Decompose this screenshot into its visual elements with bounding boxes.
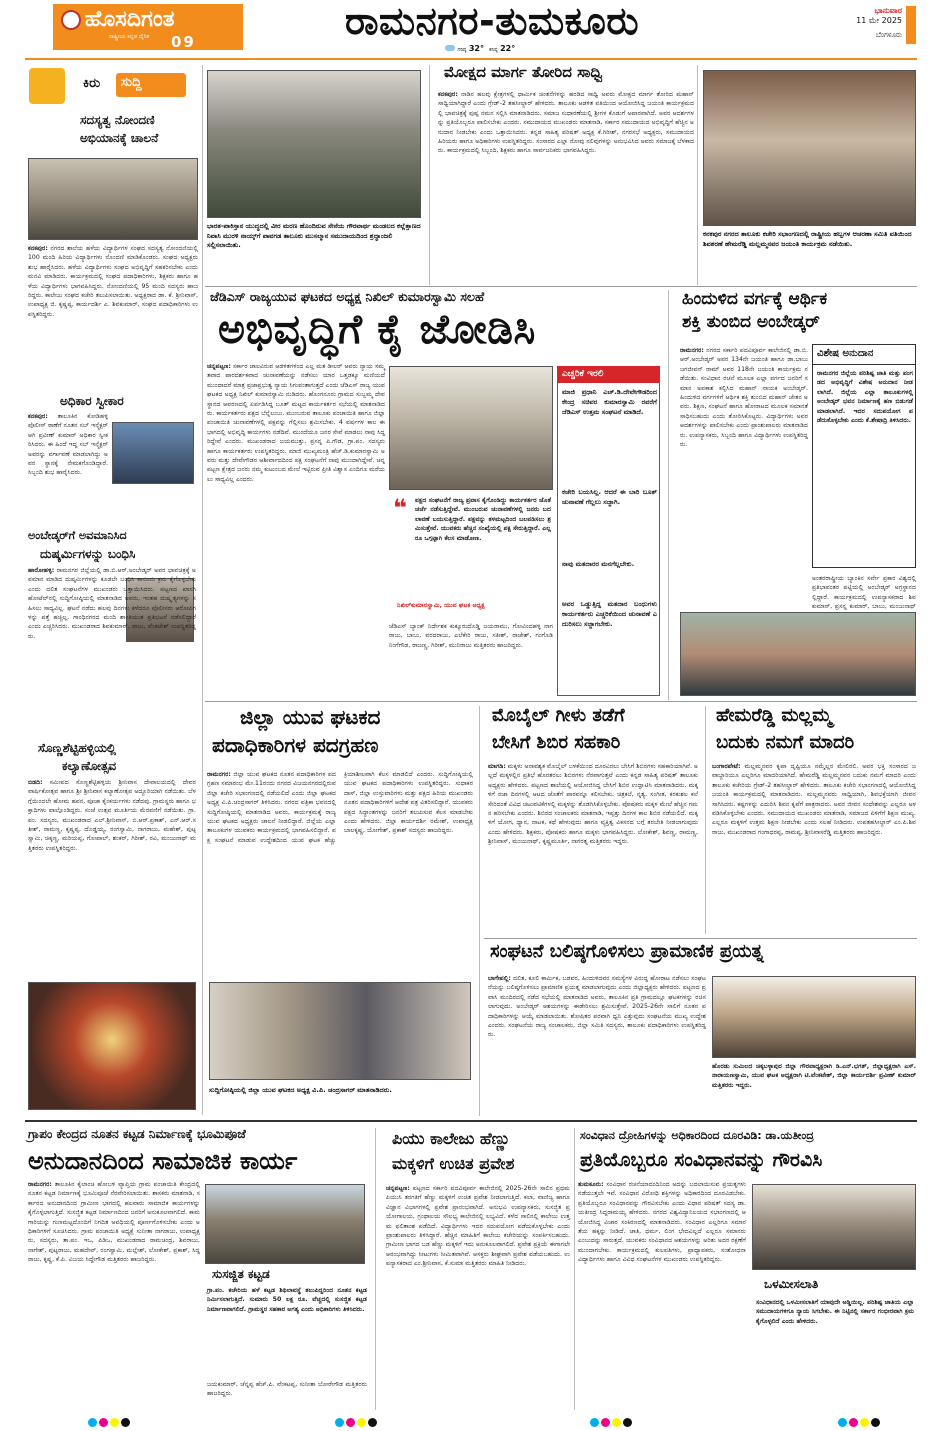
grama-tail: ಜಯಕುಮಾರ್, ಚೆನ್ನಪ್ಪ ಹೆಚ್.ಪಿ. ವೆಂಕಟಪ್ಪ, ಸುನೀತಾ ಬೋರೇಗೌಡ ಮತ್ತಿತರರು ಹಾಜರಿದ್ದರು.: [207, 1381, 367, 1398]
kiru-s3-body: ರಾಮನಗರ ಜಿಲ್ಲೆಯಲ್ಲಿ ಡಾ.ಬಿ.ಆರ್.ಅಂಬೇಡ್ಕರ್ ಅವರ ಭಾವಚಿತ್ರಕ್ಕೆ ಅವಮಾನ ಮಾಡಿದ ದುಷ್ಕರ್ಮಿಗಳನ್ನು ಕೂಡಲೇ ಬಂಧಿಸಿ ಕಾನೂನು ಕ್ರಮ ಕೈಗೊಳ್ಳಬೇಕು ಎಂದು ದಲಿತ ಸಂಘಟನೆಗಳ ಮುಖಂಡರು ಒತ್ತಾಯಿಸಿದರು. ಪಟ್ಟಣದ ಖಾಸಗಿ ಹೋಟೆಲ್‌ನಲ್ಲಿ ಸುದ್ದಿಗೋಷ್ಠಿಯಲ್ಲಿ ಮಾತನಾಡಿದ ಅವರು, ಇಂತಹ ದುಷ್ಕೃತ್ಯಗಳನ್ನು ಸಹಿಸಲು ಸಾಧ್ಯವಿಲ್ಲ. ಘಟನೆ ನಡೆದು ಹಲವು ದಿನಗಳು ಕಳೆದರೂ ಪೊಲೀಸರು ಆರೋಪಿಗಳನ್ನು ಪತ್ತೆ ಹಚ್ಚಿಲ್ಲ. ಗಾಂಧಿನಗರದ ಮಂದಿ ಶಾಂತಿಯುತ ಪ್ರತಿಭಟನೆ ನಡೆಸಲಿದ್ದಾರೆ ಎಂದು ಎಚ್ಚರಿಸಿದರು. ಮುಖಂಡರಾದ ಶಿವಕುಮಾರ್, ರಾಜು, ವೆಂಕಟೇಶ್ ಉಪಸ್ಥಿತರಿದ್ದರು.: [28, 567, 196, 640]
top-c3-caption: ಕನಕಪುರ ನಗರದ ತಾಲೂಕು ಕಚೇರಿ ಸಭಾಂಗಣದಲ್ಲಿ ರಾಷ್ಟ್ರೀಯ ಹಬ್ಬಗಳ ಆಚರಣಾ ಸಮಿತಿ ವತಿಯಿಂದ ಶಿವಶರಣೆ ಹೇಮರೆಡ್ಡಿ ಮಲ್ಲಮ್ಮನವರ ಜಯಂತಿ ಕಾರ್ಯಕ್ರಮ ನಡೆಯಿತು.: [703, 230, 912, 248]
magenta-dot-icon: [849, 1418, 858, 1427]
constitution-story: [578, 1180, 746, 1410]
kiru-badge: [25, 65, 190, 107]
cyan-dot-icon: [838, 1418, 847, 1427]
lead-place: ಚನ್ನಪಟ್ಟಣ:: [207, 363, 231, 370]
city: ಬೆಂಗಳೂರು: [875, 31, 902, 39]
magenta-dot-icon: [601, 1418, 610, 1427]
sanghatane-caption: ಹೊರಡು ಸುಮಿಲದ ಚಿಕ್ಕಬಳ್ಳಾಪುರ ಜಿಲ್ಲಾ ಗೌರವಾಧ್ಯಕ್ಷರಾಗಿ ಡಿ.ಎನ್.ಭಗತ್, ಜಿಲ್ಲಾಧ್ಯಕ್ಷರಾಗಿ ಎಸ್.ನಾರಾಯಣಸ್ವಾಮಿ, ಯುವ ಘಟಕ ಅಧ್ಯಕ್ಷರಾಗಿ ಟಿ.ವೆಂಕಟೇಶ್, ಜಿಲ್ಲಾ ಕಾರ್ಯದರ್ಶಿ ಪ್ರವೀಣ್ ಕುಮಾರ್ ಮತ್ತಿತರರು ಇದ್ದರು.: [712, 1063, 916, 1089]
constitution-body: ಸಂವಿಧಾನ ರಚನೆಯಾದಂದಿನಿಂದ ಅದನ್ನು ಬದಲಾಯಿಸುವ ಪ್ರಯತ್ನಗಳು ನಡೆಯುತ್ತಲೇ ಇವೆ. ಸಂವಿಧಾನ ವಿರೋಧಿ ಶಕ್ತಿಗಳನ್ನು ಅಧಿಕಾರದಿಂದ ದೂರವಿಡಬೇಕು. ಪ್ರತಿಯೊಬ್ಬರೂ ಸಂವಿಧಾನವನ್ನು ಗೌರವಿಸಬೇಕು ಎಂದು ವಿಧಾನ ಪರಿಷತ್ ಸದಸ್ಯ ಡಾ.ಯತೀಂದ್ರ ಸಿದ್ದರಾಮಯ್ಯ ಹೇಳಿದರು. ನಗರದ ವಿಶ್ವವಿದ್ಯಾನಿಲಯದ ಸಭಾಂಗಣದಲ್ಲಿ ಆಯೋಜಿಸಿದ್ದ ವಿಚಾರ ಸಂಕಿರಣದಲ್ಲಿ ಮಾತನಾಡಿದರು. ಸಂವಿಧಾನ ಎಲ್ಲರಿಗೂ ಸಮಾನತೆಯ ಹಕ್ಕನ್ನು ನೀಡಿದೆ. ಜಾತಿ, ಧರ್ಮ, ಲಿಂಗ ಭೇದವಿಲ್ಲದೆ ಎಲ್ಲರೂ ಸಮಾನರು ಎಂಬುದನ್ನು ಸಾರುತ್ತದೆ. ಯುವಕರು ಸಂವಿಧಾನದ ಆಶಯಗಳನ್ನು ಅರಿತು ಅದರ ರಕ್ಷಣೆಗೆ ಮುಂದಾಗಬೇಕು. ಕಾರ್ಯಕ್ರಮದಲ್ಲಿ ಕುಲಪತಿಗಳು, ಪ್ರಾಧ್ಯಾಪಕರು, ಸಂಶೋಧನಾ ವಿದ್ಯಾರ್ಥಿಗಳು ಹಾಗೂ ವಿವಿಧ ಸಂಘಟನೆಗಳ ಮುಖಂಡರು ಉಪಸ್ಥಿತರಿದ್ದರು.: [578, 1181, 747, 1264]
day: ಭಾನುವಾರ: [874, 6, 902, 15]
registration-marks-left: [88, 1412, 132, 1431]
top-c2-story: [438, 90, 694, 282]
weather-icon: [445, 45, 455, 51]
lead-quote: ಪಕ್ಷದ ಸಂಘಟನೆಗೆ ರಾಜ್ಯ ಪ್ರವಾಸ ಕೈಗೊಂಡಿದ್ದು ಕಾರ್ಯಕರ್ತರ ಜೊತೆ ಚರ್ಚೆ ನಡೆಸುತ್ತಿದ್ದೇವೆ. ಮುಂಬರುವ ಚುನಾವಣೆಗಳಲ್ಲಿ ಜನರು ಬದಲಾವಣೆ ಬಯಸುತ್ತಿದ್ದಾರೆ. ಪಕ್ಷವನ್ನು ತಳಮಟ್ಟದಿಂದ ಬಲಪಡಿಸಲು ಶ್ರಮಿಸುತ್ತೇವೆ. ಯುವಕರು ಹೆಚ್ಚಿನ ಸಂಖ್ಯೆಯಲ್ಲಿ ಪಕ್ಷ ಸೇರುತ್ತಿದ್ದಾರೆ. ಎಲ್ಲರೂ ಒಗ್ಗಟ್ಟಾಗಿ ಕೆಲಸ ಮಾಡೋಣ.: [415, 497, 551, 542]
constitution-title: ಪ್ರತಿಯೊಬ್ಬರೂ ಸಂವಿಧಾನವನ್ನು ಗೌರವಿಸಿ: [580, 1149, 823, 1171]
black-dot-icon: [121, 1418, 130, 1427]
kiru-s1-body: ನಗರದ ಶಾಲೆಯ ಹಳೆಯ ವಿದ್ಯಾರ್ಥಿಗಳ ಸಂಘದ ಸದಸ್ಯತ್ವ ನೋಂದಣಿಯಲ್ಲಿ 100 ಮಂದಿ ಹಿರಿಯ ವಿದ್ಯಾರ್ಥಿಗಳು ನೊಂದಣಿ ಮಾಡಿಕೊಂಡರು. ಸಂಘದ ಅಧ್ಯಕ್ಷರು ಶುಭ ಹಾರೈಸಿದರು. ಹಳೆಯ ವಿದ್ಯಾರ್ಥಿಗಳು ಸಂಘದ ಅಭಿವೃದ್ಧಿಗೆ ಸಹಕರಿಸಬೇಕು ಎಂದು ಮನವಿ ಮಾಡಿದರು. ಕಾರ್ಯಕ್ರಮದಲ್ಲಿ ಸಂಘದ ಪದಾಧಿಕಾರಿಗಳು, ಶಿಕ್ಷಕರು ಹಾಗೂ ಹಳೆಯ ವಿದ್ಯಾರ್ಥಿಗಳು ಭಾಗವಹಿಸಿದ್ದರು. ನೋಂದಣಿಯಲ್ಲಿ 95 ಮಂದಿ ಸದಸ್ಯರು ಹಾಜರಿದ್ದರು. ಕಾಲೇಜು ಸಂಘದ ಕಚೇರಿ ತಲುಪಿಸಲಾಯಿತು. ಅಧ್ಯಕ್ಷರಾದ ಡಾ. ಕೆ. ಶ್ರೀನಿವಾಸ್, ಉಪಾಧ್ಯಕ್ಷ ಜಿ. ಕೃಷ್ಣಪ್ಪ, ಕಾರ್ಯದರ್ಶಿ ಎ. ಶಿವಕುಮಾರ್, ಸಂಘದ ಪದಾಧಿಕಾರಿಗಳು ಉಪಸ್ಥಿತರಿದ್ದರು.: [28, 245, 199, 318]
grama-title: ಅನುದಾನದಿಂದ ಸಾಮಾಜಿಕ ಕಾರ್ಯ: [28, 1147, 298, 1175]
yellow-dot-icon: [860, 1418, 869, 1427]
black-dot-icon: [623, 1418, 632, 1427]
hemareddy-title-1: ಹೇಮರೆಡ್ಡಿ ಮಲ್ಲಮ್ಮ: [716, 705, 832, 726]
masthead-logo-band: [53, 4, 243, 50]
mobile-rule: [705, 706, 706, 934]
grama-sub-body: ಗ್ರಾ.ಪಂ. ಕಚೇರಿಯ ಹಳೆ ಕಟ್ಟಡ ಶಿಥಿಲಾವಸ್ಥೆ ತಲುಪಿದ್ದರಿಂದ ನೂತನ ಕಟ್ಟಡ ನಿರ್ಮಿಸಲಾಗುತ್ತಿದೆ. ಸುಮಾರು 50 ಲಕ್ಷ ರೂ. ವೆಚ್ಚದಲ್ಲಿ ಸುಸಜ್ಜಿತ ಕಟ್ಟಡ ನಿರ್ಮಾಣವಾಗಲಿದೆ. ಗ್ರಾಮಸ್ಥರ ಸಹಕಾರ ಅಗತ್ಯ ಎಂದು ಅಧಿಕಾರಿಗಳು ತಿಳಿಸಿದರು.: [207, 1287, 367, 1313]
grama-place: ರಾಮನಗರ:: [28, 1181, 52, 1188]
lead-quote-by: ನಿಖಿಲ್‌ಕುಮಾರಸ್ವಾಮಿ, ಯುವ ಘಟಕ ಅಧ್ಯಕ್ಷ: [397, 602, 485, 609]
kiru-s4-place: ಬಿಡದಿ:: [28, 779, 43, 786]
dateline: [812, 6, 902, 40]
lead-story: [207, 362, 385, 692]
mobile-story: [488, 762, 698, 934]
hemareddy-body: ಮಲ್ಲಮ್ಮನವರ ಕೃಪಾ ದೃಷ್ಟಿಯೂ ನಮ್ಮೆಲ್ಲರ ಮೇಲಿರಲಿ. ಅವರ ಭಕ್ತಿ ಸಂಸಾರದ ಜವಾಬ್ದಾರಿಯೂ ಎಲ್ಲರಿಗೂ ಮಾದರಿಯಾಗಿದೆ. ಹೇಮರೆಡ್ಡಿ ಮಲ್ಲಮ್ಮನವರ ಬದುಕು ನಮಗೆ ಮಾದರಿ ಎಂದು ತಾಲೂಕು ಕಚೇರಿಯ ಗ್ರೇಡ್-2 ತಹಸೀಲ್ದಾರ್ ಹೇಳಿದರು. ತಾಲೂಕು ಕಚೇರಿ ಸಭಾಂಗಣದಲ್ಲಿ ಆಯೋಜಿಸಿದ್ದ ಜಯಂತಿ ಕಾರ್ಯಕ್ರಮದಲ್ಲಿ ಮಾತನಾಡಿದರು. ಮಲ್ಲಮ್ಮನವರು ಸಾಧ್ವಿಯಾಗಿ, ಶಿವಭಕ್ತೆಯಾಗಿ ಜೀವನ ಸಾಗಿಸಿದರು. ಕಷ್ಟಗಳನ್ನು ಎದುರಿಸಿ ಶಿವನ ಕೃಪೆಗೆ ಪಾತ್ರರಾದರು. ಅವರ ಜೀವನ ಸಂದೇಶವನ್ನು ಎಲ್ಲರೂ ಅಳವಡಿಸಿಕೊಳ್ಳಬೇಕು ಎಂದರು. ಸಮುದಾಯದ ಮುಖಂಡರು ಮಾತನಾಡಿ, ಸಮಾಜದ ಏಳಿಗೆಗೆ ಶಿಕ್ಷಣ ಮುಖ್ಯ. ಎಲ್ಲರೂ ಮಕ್ಕಳಿಗೆ ಉತ್ತಮ ಶಿಕ್ಷಣ ನೀಡಬೇಕು ಎಂದು ಸಲಹೆ ನೀಡಿದರು. ಉಪತಹಸೀಲ್ದಾರ್ ಎಂ.ಪಿ.ಶಿವರಾಜು, ಮುಖಂಡರಾದ ಗಂಗಾಧರಪ್ಪ, ರಾಮಪ್ಪ, ಶ್ರೀನಿವಾಸರೆಡ್ಡಿ ಮತ್ತಿತರರು ಹಾಜರಿದ್ದರು.: [712, 763, 916, 836]
kiru-pill: [116, 73, 186, 97]
ambedkar-photo: [680, 612, 916, 696]
lead-body: ಸರ್ಕಾರ ಜಾಲವಿರುವ ಆಡಳಿತಗಳಿಂದ ಎಲ್ಲ ಮತ ಡೀಲರ್ ಅವರು ನ್ಯಾಯ ಸಮ್ಮತವಾದ ಪಾರದರ್ಶಕವಾದ ಚುನಾವಣೆಯನ್ನು ನಡೆಸಲು ಯಾರ ಒತ್ತಡಕ್ಕೂ ಮಣಿಯದೆ ಮುಂದಾದರೆ ಮಾತ್ರ ಪ್ರಜಾಪ್ರಭುತ್ವ ನ್ಯಾಯ ಸಿಗುವಂತಾಗುತ್ತದೆ ಎಂದು ಜೆಡಿಎಸ್ ರಾಜ್ಯ ಯುವ ಘಟಕದ ಅಧ್ಯಕ್ಷ ನಿಖಿಲ್ ಕುಮಾರಸ್ವಾಮಿ ನುಡಿದರು. ಹೊಂಗನೂರು ಗ್ರಾಮದ ಸುಬ್ಬಮ್ಮ ದೇವಸ್ಥಾನದ ಆವರಣದಲ್ಲಿ ಏರ್ಪಡಿಸಿದ್ದ ಬೂತ್ ಮಟ್ಟದ ಕಾರ್ಯಕರ್ತರ ಸಭೆಯಲ್ಲಿ ಮಾತನಾಡಿದರು. ಕಾರ್ಯಕರ್ತರು ಪಕ್ಷದ ಬೆನ್ನೆಲುಬು. ಮುಂಬರುವ ತಾಲೂಕು ಪಂಚಾಯಿತಿ ಹಾಗೂ ಜಿಲ್ಲಾ ಪಂಚಾಯಿತಿ ಚುನಾವಣೆಗಳಲ್ಲಿ ಪಕ್ಷವನ್ನು ಗೆಲ್ಲಿಸಲು ಶ್ರಮಿಸಬೇಕು. 4 ವರ್ಷಗಳ ಕಾಲ ಈ ಭಾಗದಲ್ಲಿ ಅಭಿವೃದ್ಧಿ ಕಾರ್ಯಗಳು ನಡೆದಿವೆ. ಮುಂದೆಯೂ ಜನರ ಸೇವೆ ಮಾಡಲು ನಾವು ಸಿದ್ಧರಿದ್ದೇವೆ ಎಂದರು. ಮುಖಂಡರಾದ ಜಯಮುತ್ತು, ಪ್ರಸನ್ನ ಪಿ.ಗೌಡ, ಗ್ರಾ.ಪಂ. ಸದಸ್ಯರು ಹಾಗೂ ಕಾರ್ಯಕರ್ತರು ಉಪಸ್ಥಿತರಿದ್ದರು. ಮಾಜಿ ಮುಖ್ಯಮಂತ್ರಿ ಹೆಚ್.ಡಿ.ಕುಮಾರಸ್ವಾಮಿ ಅವರು ಮತ್ತು ದೇವೇಗೌಡರ ಆಶೀರ್ವಾದದಿಂದ ಪಕ್ಷ ಸಂಘಟನೆಗೆ ನಾವು ಮುಂದಾಗಿದ್ದೇವೆ. ಚನ್ನಪಟ್ಟಣ ಕ್ಷೇತ್ರದ ಜನರು ನಮ್ಮ ಕುಟುಂಬದ ಮೇಲೆ ಇಟ್ಟಿರುವ ಪ್ರೀತಿ ವಿಶ್ವಾಸ ಎಂದಿಗೂ ಮರೆಯಲು ಸಾಧ್ಯವಿಲ್ಲ ಎಂದರು.: [207, 363, 385, 483]
temp-min-label: ಕನಿಷ್ಠ: [489, 47, 498, 53]
top-c2-title: ಮೋಕ್ಷದ ಮಾರ್ಗ ತೋರಿದ ಸಾಧ್ವಿ: [444, 63, 603, 81]
constitution-box: [752, 1274, 916, 1410]
youth-title-1: ಜಿಲ್ಲಾ ಯುವ ಘಟಕದ: [240, 705, 381, 729]
kiru-s3-title-1: ಅಂಬೇಡ್ಕರ್‌ಗೆ ಅವಮಾನಿಸಿದ: [28, 529, 127, 542]
puc-title-1: ಪಿಯು ಕಾಲೇಜು ಹೆಣ್ಣು: [392, 1129, 511, 1148]
masthead: [0, 0, 945, 52]
mobile-title-2: ಬೇಸಿಗೆ ಶಿಬಿರ ಸಹಕಾರಿ: [492, 732, 621, 753]
kiru-thumb-icon: [29, 68, 65, 104]
grama-rule: [375, 1128, 376, 1410]
date: 11 ಮೇ 2025: [856, 16, 902, 25]
kiru-s2-photo: [112, 422, 194, 484]
kiru-s4-title-2: ಕಲ್ಯಾಣೋತ್ಸವ: [62, 759, 117, 773]
sanghatane-body: ದಲಿತ, ಕೂಲಿ ಕಾರ್ಮಿಕ, ಬಡವರ, ಹಿಂದುಳಿದವರ ಸಮಸ್ಯೆಗಳ ವಿರುದ್ಧ ಹೋರಾಟ ನಡೆಸಲು ಸಂಘಟನೆಯನ್ನು ಬಲಿಷ್ಠಗೊಳಿಸಲು ಪ್ರಾಮಾಣಿಕ ಪ್ರಯತ್ನ ಮಾಡಲಾಗುವುದು ಎಂದು ಜಿಲ್ಲಾಧ್ಯಕ್ಷರು ಹೇಳಿದರು. ಪಟ್ಟಣದ ಪ್ರವಾಸಿ ಮಂದಿರದಲ್ಲಿ ನಡೆದ ಸಭೆಯಲ್ಲಿ ಮಾತನಾಡಿದ ಅವರು, ತಾಲೂಕಿನ ಪ್ರತಿ ಗ್ರಾಮದಲ್ಲೂ ಘಟಕಗಳನ್ನು ರಚಿಸಲಾಗುವುದು. ಅಂಬೇಡ್ಕರ್ ಆಶಯಗಳನ್ನು ಈಡೇರಿಸಲು ಶ್ರಮಿಸುತ್ತೇವೆ. 2025-26ನೇ ಸಾಲಿಗೆ ನೂತನ ಪದಾಧಿಕಾರಿಗಳನ್ನು ಆಯ್ಕೆ ಮಾಡಲಾಯಿತು. ಶೋಷಿತರ ಪರವಾಗಿ ಧ್ವನಿ ಎತ್ತುವುದು ಸಂಘಟನೆಯ ಮುಖ್ಯ ಉದ್ದೇಶ ಎಂದರು. ಸಂಘಟನೆಯ ರಾಜ್ಯ ಸಂಚಾಲಕರು, ಜಿಲ್ಲಾ ಸಮಿತಿ ಸದಸ್ಯರು, ತಾಲೂಕು ಪದಾಧಿಕಾರಿಗಳು ಉಪಸ್ಥಿತರಿದ್ದರು.: [488, 975, 706, 1039]
kiru-s1-title-1: ಸದಸ್ಯತ್ವ ನೋಂದಣಿ: [80, 113, 155, 127]
youth-place: ರಾಮನಗರ:: [207, 771, 231, 778]
constitution-place: ತುಮಕೂರು:: [578, 1181, 604, 1188]
lead-story-cont: [389, 622, 553, 692]
kiru-label-b: ಸುದ್ದಿ: [121, 75, 142, 90]
temp-max: 32°: [468, 44, 484, 53]
quote-mark-icon: ❝: [393, 494, 408, 522]
reservation-box-title: ಒಳಮೀಸಲಾತಿ: [764, 1277, 819, 1291]
mobile-place: ಮಾಗಡಿ:: [488, 763, 506, 770]
top-c1-caption: ಭಾರತ-ಪಾಕಿಸ್ತಾನ ಯುದ್ಧದಲ್ಲಿ ವೀರ ಮರಣ ಹೊಂದಿರುವ ಸೇನೆಯ ಗೌರವಾರ್ಥ ಮಂಡಲದ ಕಲ್ಲೆತ್ತಾಣದ ನಿವಾಸಿ ಮುರಳಿ ನಾಯ್ಕ್‌ಗೆ ಪಾವಗಡ ತಾಲೂಕು ಮುಸಲ್ಮಾನ ಸಮುದಾಯದಿಂದ ಶ್ರದ್ಧಾಂಜಲಿ ಸಲ್ಲಿಸಲಾಯಿತು.: [207, 222, 421, 250]
registration-marks-right: [838, 1412, 882, 1431]
warning-item-3: ನಾವು ಮತದಾರರ ಮನಗೆಲ್ಲಬೇಕು.: [562, 560, 635, 568]
masthead-rule: [25, 58, 917, 60]
top-c2-body: ನಾಡಿನ ಹಲವು ಕ್ಷೇತ್ರಗಳಲ್ಲಿ ಧಾರ್ಮಿಕ ಚಿಂತನೆಗಳನ್ನು ಹರಡಿದ ಸಾಧ್ವಿ ಅವರು ಮೋಕ್ಷದ ಮಾರ್ಗ ತೋರಿದ ಮಹಾನ್ ಸಾಧ್ವಿಯಾಗಿದ್ದಾರೆ ಎಂದು ಗ್ರೇಡ್-2 ತಹಸೀಲ್ದಾರ್ ಹೇಳಿದರು. ತಾಲೂಕು ಆಡಳಿತ ವತಿಯಿಂದ ಆಯೋಜಿಸಿದ್ದ ಜಯಂತಿ ಕಾರ್ಯಕ್ರಮದಲ್ಲಿ ಭಾವಚಿತ್ರಕ್ಕೆ ಪುಷ್ಪ ನಮನ ಸಲ್ಲಿಸಿ ಮಾತನಾಡಿದರು. ಸಮಾಜ ಸುಧಾರಣೆಯಲ್ಲಿ ಶ್ರೀಗಳ ಕೊಡುಗೆ ಅಪಾರವಾಗಿದೆ. ಅವರ ಆದರ್ಶಗಳನ್ನು ಪ್ರತಿಯೊಬ್ಬರೂ ಪಾಲಿಸಬೇಕು ಎಂದರು. ಸಮುದಾಯದ ಮುಖಂಡರು ಮಾತನಾಡಿ, ಸರ್ಕಾರ ಸಮುದಾಯದ ಅಭಿವೃದ್ಧಿಗೆ ಹೆಚ್ಚಿನ ಅನುದಾನ ನೀಡಬೇಕು ಎಂದು ಒತ್ತಾಯಿಸಿದರು. ಕನ್ನಡ ಸಾಹಿತ್ಯ ಪರಿಷತ್ ಅಧ್ಯಕ್ಷ ಕೆ.ಗಿರೀಶ್, ನಗರಸಭೆ ಅಧ್ಯಕ್ಷರು, ಸಮುದಾಯದ ಹಿರಿಯರು ಹಾಗೂ ಅಧಿಕಾರಿಗಳು ಉಪಸ್ಥಿತರಿದ್ದರು. ಸಂಸಾರದ ಎಲ್ಲಾ ನೋವು ನಲಿವುಗಳನ್ನು ಅನುಭವಿಸಿದ ಅವರು ಸಮಾಜಕ್ಕೆ ಬೆಳಕಾದರು. ಕಾರ್ಯಕ್ರಮದಲ್ಲಿ ಸಿಬ್ಬಂದಿ, ಶಿಕ್ಷಕರು ಹಾಗೂ ಸಾರ್ವಜನಿಕರು ಭಾಗವಹಿಸಿದ್ದರು.: [438, 91, 694, 155]
lead-rule: [668, 290, 669, 700]
puc-story: [386, 1184, 570, 1410]
top-rule-2: [697, 65, 698, 285]
section-title: ರಾಮನಗರ-ತುಮಕೂರು: [345, 0, 640, 43]
ambedkar-story-cont: [812, 574, 916, 611]
kiru-label-a: ಕಿರು: [83, 76, 101, 91]
ambedkar-grant-box: [812, 344, 916, 568]
youth-rule: [479, 706, 480, 1116]
orange-edge-mark: [906, 6, 916, 44]
logo-tagline: ರಾಷ್ಟ್ರೀಯ ಕನ್ನಡ ದೈನಿಕ: [109, 34, 150, 40]
warning-item-4: ಅವರ ಒಡ್ಡುತ್ತಿದ್ದ ಮತದಾರ ಬಂಧುಗಳು ಕಾರ್ಯಕರ್ತರು ಎಚ್ಚರಿಕೆಯಿಂದ ಚುನಾವಣೆ ಎದುರಿಸಲು ಸಜ್ಜಾಗಬೇಕು.: [562, 600, 657, 628]
warning-box-title: ಎಚ್ಚರಿಕೆ ಇರಲಿ: [558, 367, 659, 383]
grama-body: ತಾಲೂಕಿನ ಕೈಲಾಂಚ ಹೋಬಳಿ ವ್ಯಾಪ್ತಿಯ ಗ್ರಾಮ ಪಂಚಾಯಿತಿ ಕೇಂದ್ರದಲ್ಲಿ ನೂತನ ಕಟ್ಟಡ ನಿರ್ಮಾಣಕ್ಕೆ ಭೂಮಿಪೂಜೆ ನೆರವೇರಿಸಲಾಯಿತು. ಶಾಸಕರು ಮಾತನಾಡಿ, ಸರ್ಕಾರದ ಅನುದಾನದಿಂದ ಗ್ರಾಮೀಣ ಭಾಗದಲ್ಲಿ ಹಲವಾರು ಸಾಮಾಜಿಕ ಕಾರ್ಯಗಳನ್ನು ಕೈಗೊಳ್ಳಲಾಗುತ್ತಿದೆ. ಸುಸಜ್ಜಿತ ಕಟ್ಟಡ ನಿರ್ಮಾಣದಿಂದ ಜನರಿಗೆ ಅನುಕೂಲವಾಗಲಿದೆ. ಕಾಮಗಾರಿಯನ್ನು ಗುಣಮಟ್ಟದೊಂದಿಗೆ ನಿಗದಿತ ಅವಧಿಯಲ್ಲಿ ಪೂರ್ಣಗೊಳಿಸಬೇಕು ಎಂದು ಅಧಿಕಾರಿಗಳಿಗೆ ಸೂಚಿಸಿದರು. ಗ್ರಾಮ ಪಂಚಾಯಿತಿ ಅಧ್ಯಕ್ಷೆ ಸುನೀತಾ ನಾಗರಾಜು, ಉಪಾಧ್ಯಕ್ಷರು, ಸದಸ್ಯರು, ತಾ.ಪಂ. ಇಒ, ಪಿಡಿಒ, ಮುಖಂಡರಾದ ರಾಮಚಂದ್ರ, ಶಿವರಾಜು, ನಾಗೇಶ್, ಪುಟ್ಟರಾಜು, ಮಹದೇವ್, ರಂಗಸ್ವಾಮಿ, ಮಲ್ಲೇಶ್, ಲೋಕೇಶ್, ಪ್ರಕಾಶ್, ಸಿದ್ದರಾಜು, ಕೃಷ್ಣ, ಕೆ.ಪಿ. ವಿಜಯ ಸಿದ್ದೇಗೌಡ ಮತ್ತಿತರರು ಹಾಜರಿದ್ದರು.: [28, 1181, 201, 1264]
kiru-s1-title-2: ಅಭಿಯಾನಕ್ಕೆ ಚಾಲನೆ: [80, 131, 159, 145]
top-c1-photo: [207, 70, 421, 218]
kiru-s4-photo: [28, 982, 196, 1110]
page-number: 09: [171, 33, 196, 51]
reservation-box-body: ಸಂವಿಧಾನದಲ್ಲಿ ಒಳಮೀಸಲಾತಿಗೆ ಯಾವುದೇ ಅಡ್ಡಿಯಿಲ್ಲ. ಪರಿಶಿಷ್ಟ ಜಾತಿಯ ಎಲ್ಲಾ ಸಮುದಾಯಗಳಿಗೂ ನ್ಯಾಯ ಸಿಗಬೇಕು. ಈ ನಿಟ್ಟಿನಲ್ಲಿ ಸರ್ಕಾರ ಗಂಭೀರವಾಗಿ ಕ್ರಮ ಕೈಗೊಳ್ಳಲಿದೆ ಎಂದು ಹೇಳಿದರು.: [756, 1299, 914, 1325]
lead-photo: [389, 366, 553, 490]
mid-row-rule: [205, 701, 917, 702]
grama-kicker: ಗ್ರಾಪಂ ಕೇಂದ್ರದ ನೂತನ ಕಟ್ಟಡ ನಿರ್ಮಾಣಕ್ಕೆ ಭೂಮಿಪೂಜೆ: [28, 1127, 246, 1141]
ambedkar-body2: ಅಂತರರಾಷ್ಟ್ರೀಯ ಬ್ಯಾಂಕಿನ ಸರ್ವೇ ಪ್ರಕಾರ ವಿಶ್ವದಲ್ಲಿ ಪ್ರತಿಭಾವಂತರ ಪಟ್ಟಿಯಲ್ಲಿ ಅಂಬೇಡ್ಕರ್ ಅಗ್ರಸ್ಥಾನದಲ್ಲಿದ್ದಾರೆ. ಕಾರ್ಯಕ್ರಮದಲ್ಲಿ ಉಪನ್ಯಾಸಕರಾದ ಶಿವಕುಮಾರ್, ಪ್ರಸನ್ನ ಕುಮಾರ್, ಬಾಬು, ಮಂಜುನಾಥ್: [812, 575, 916, 611]
kiru-s1-place: ಕನಕಪುರ:: [28, 245, 48, 252]
registration-marks-mid2: [590, 1412, 634, 1431]
puc-body: ಪಟ್ಟಣದ ಸರ್ಕಾರಿ ಪದವಿಪೂರ್ವ ಕಾಲೇಜಿನಲ್ಲಿ 2025-26ನೇ ಸಾಲಿನ ಪ್ರಥಮ ಪಿಯುಸಿ ತರಗತಿಗೆ ಹೆಣ್ಣು ಮಕ್ಕಳಿಗೆ ಉಚಿತ ಪ್ರವೇಶ ನೀಡಲಾಗುತ್ತಿದೆ. ಕಲಾ, ವಾಣಿಜ್ಯ ಹಾಗೂ ವಿಜ್ಞಾನ ವಿಭಾಗಗಳಲ್ಲಿ ಪ್ರವೇಶ ಪ್ರಾರಂಭವಾಗಿದೆ. ಅನುಭವಿ ಉಪನ್ಯಾಸಕರು, ಸುಸಜ್ಜಿತ ಪ್ರಯೋಗಾಲಯ, ಗ್ರಂಥಾಲಯ ಸೌಲಭ್ಯ ಕಾಲೇಜಿನಲ್ಲಿ ಲಭ್ಯವಿದೆ. ಕಳೆದ ಸಾಲಿನಲ್ಲಿ ಕಾಲೇಜು ಉತ್ತಮ ಫಲಿತಾಂಶ ಪಡೆದಿದೆ. ವಿದ್ಯಾರ್ಥಿಗಳು ಇದರ ಸದುಪಯೋಗ ಪಡೆದುಕೊಳ್ಳಬೇಕು ಎಂದು ಪ್ರಾಂಶುಪಾಲರು ತಿಳಿಸಿದ್ದಾರೆ. ಹೆಚ್ಚಿನ ಮಾಹಿತಿಗೆ ಕಾಲೇಜು ಕಚೇರಿಯನ್ನು ಸಂಪರ್ಕಿಸಬಹುದು. ಗ್ರಾಮೀಣ ಭಾಗದ ಬಡ ಹೆಣ್ಣು ಮಕ್ಕಳಿಗೆ ಇದು ಅನುಕೂಲವಾಗಲಿದೆ. ಪ್ರವೇಶ ಪ್ರಕ್ರಿಯೆ ಈಗಾಗಲೇ ಆರಂಭವಾಗಿದ್ದು ಸೀಟುಗಳು ಸೀಮಿತವಾಗಿವೆ. ಆಸಕ್ತರು ಶೀಘ್ರವಾಗಿ ಪ್ರವೇಶ ಪಡೆಯಬಹುದು. ಉಪನ್ಯಾಸಕರಾದ ಎಂ.ಶ್ರೀನಿವಾಸ, ಕೆ.ಸುಮಾ ಮತ್ತಿತರರು ಮಾಹಿತಿ ನೀಡಿದರು.: [386, 1185, 570, 1268]
temp-max-label: ಗರಿಷ್ಠ: [457, 47, 467, 53]
youth-photo: [209, 982, 471, 1080]
grama-photo: [205, 1184, 365, 1264]
puc-title-2: ಮಕ್ಕಳಿಗೆ ಉಚಿತ ಪ್ರವೇಶ: [392, 1154, 515, 1173]
yellow-dot-icon: [612, 1418, 621, 1427]
kiru-s4-title-1: ಸೊಣ್ಣಶೆಟ್ಟಿಹಳ್ಳಿಯಲ್ಲಿ: [38, 741, 117, 755]
youth-body: ಜಿಲ್ಲಾ ಯುವ ಘಟಕದ ನೂತನ ಪದಾಧಿಕಾರಿಗಳ ಪದಗ್ರಹಣ ಸಮಾರಂಭ ಮೇ.11ರಂದು ನಗರದ ವಿಜಯನಗರದಲ್ಲಿರುವ ಜಿಲ್ಲಾ ಕಚೇರಿ ಸಭಾಂಗಣದಲ್ಲಿ ನಡೆಯಲಿದೆ ಎಂದು ಜಿಲ್ಲಾ ಘಟಕದ ಅಧ್ಯಕ್ಷ ವಿ.ಪಿ.ಚಂದ್ರಸಾಗರ್ ತಿಳಿಸಿದರು. ನಗರದ ಪತ್ರಿಕಾ ಭವನದಲ್ಲಿ ಸುದ್ದಿಗೋಷ್ಠಿಯಲ್ಲಿ ಮಾತನಾಡಿದ ಅವರು, ಕಾರ್ಯಕ್ರಮಕ್ಕೆ ರಾಜ್ಯ ಯುವ ಘಟಕದ ಅಧ್ಯಕ್ಷರು ಚಾಲನೆ ನೀಡಲಿದ್ದಾರೆ. ಜಿಲ್ಲೆಯ ಎಲ್ಲಾ ತಾಲೂಕುಗಳ ಯುವಕರು ಕಾರ್ಯಕ್ರಮದಲ್ಲಿ ಭಾಗವಹಿಸಲಿದ್ದಾರೆ. ಪಕ್ಷ ಸಂಘಟನೆ ಮಾಡುವ ಉದ್ದೇಶದಿಂದ ಯುವ ಘಟಕ ಹೆಚ್ಚು ಕ್ರಿಯಾಶೀಲವಾಗಿ ಕೆಲಸ ಮಾಡಲಿದೆ ಎಂದರು. ಸುದ್ದಿಗೋಷ್ಠಿಯಲ್ಲಿ ಯುವ ಘಟಕದ ಪದಾಧಿಕಾರಿಗಳು ಉಪಸ್ಥಿತರಿದ್ದರು. ಸುಧಾಕರ ದಾಸ್, ಜಿಲ್ಲಾ ಉಸ್ತುವಾರಿಗಳು ಮತ್ತು ಪಕ್ಷದ ಹಿರಿಯ ಮುಖಂಡರು ನೂತನ ಪದಾಧಿಕಾರಿಗಳಿಗೆ ಆದೇಶ ಪತ್ರ ವಿತರಿಸಲಿದ್ದಾರೆ. ಯುವಕರು ಪಕ್ಷದ ಸಿದ್ಧಾಂತಗಳನ್ನು ಜನರಿಗೆ ತಲುಪಿಸುವ ಕೆಲಸ ಮಾಡಬೇಕು ಎಂದು ಹೇಳಿದರು. ಜಿಲ್ಲಾ ಕಾರ್ಯದರ್ಶಿ ರಮೇಶ್, ಉಪಾಧ್ಯಕ್ಷ ಬಾಲಕೃಷ್ಣ, ಯೋಗೇಶ್, ಪ್ರಕಾಶ್ ಸದಸ್ಯರು ಹಾಜರಿದ್ದರು.: [207, 771, 473, 844]
black-dot-icon: [871, 1418, 880, 1427]
cyan-dot-icon: [88, 1418, 97, 1427]
youth-title-2: ಪದಾಧಿಕಾರಿಗಳ ಪದಗ್ರಹಣ: [212, 733, 379, 757]
lead-warning-box: [557, 366, 660, 696]
black-dot-icon: [368, 1418, 377, 1427]
top-c2-place: ಕನಕಪುರ:: [438, 91, 458, 98]
top-row-rule: [205, 286, 917, 287]
temp-min: 22°: [500, 44, 516, 53]
yellow-dot-icon: [110, 1418, 119, 1427]
constitution-kicker: ಸಂವಿಧಾನ ದ್ರೋಹಿಗಳನ್ನು ಅಧಿಕಾರದಿಂದ ದೂರವಿಡಿ: ಡಾ.ಯತೀಂದ್ರ: [580, 1129, 814, 1142]
kiru-s4-story: [28, 778, 196, 978]
sanghatane-photo: [712, 976, 916, 1058]
mobile-title-1: ಮೊಬೈಲ್ ಗೀಳು ತಡೆಗೆ: [492, 705, 625, 726]
kiru-s3-story: [28, 566, 196, 746]
grama-sub-title: ಸುಸಜ್ಜಿತ ಕಟ್ಟಡ: [212, 1267, 270, 1281]
warning-item-2: ಕಚೇರಿ ಬಯಸಿಲ್ಲ. ಆದರೆ ಈ ಬಾರಿ ಬೂತ್ ಚುನಾವಣೆ ಗೆಲ್ಲಲು ಸಜ್ಜಾಗಿ.: [562, 488, 657, 506]
yellow-dot-icon: [357, 1418, 366, 1427]
top-c3-photo: [703, 70, 916, 226]
left-column-rule: [202, 65, 203, 1115]
registration-marks-mid1: [335, 1412, 379, 1431]
ambedkar-title-2: ಶಕ್ತಿ ತುಂಬಿದ ಅಂಬೇಡ್ಕರ್: [682, 312, 820, 332]
grama-story: [28, 1180, 200, 1408]
bottom-row-rule: [25, 1120, 917, 1122]
kiru-s2-body: ತಾಲೂಕಿನ ಕೋಡಿಹಳ್ಳಿ ಪೊಲೀಸ್ ಠಾಣೆಗೆ ನೂತನ ಸಬ್ ಇನ್ಸ್ಪೆಕ್ಟರ್ ಆಗಿ ಪ್ರವೀಣ್ ಕುಮಾರ್ ಅಧಿಕಾರ ಸ್ವೀಕರಿಸಿದರು. ಈ ಹಿಂದೆ ಇದ್ದ ಸಬ್ ಇನ್ಸ್ಪೆಕ್ಟರ್ ಅವರನ್ನು ವರ್ಗಾವಣೆ ಮಾಡಲಾಗಿದ್ದು ಅವರ ಸ್ಥಾನಕ್ಕೆ ನೇಮಕಗೊಂಡಿದ್ದಾರೆ. ಸಿಬ್ಬಂದಿ ಶುಭ ಹಾರೈಸಿದರು.: [28, 413, 109, 477]
warning-item-1: ಮಾಜಿ ಪ್ರಧಾನಿ ಎಚ್.ಡಿ.ದೇವೇಗೌಡರಿಂದ ಕೇಂದ್ರ ಸಚಿವರ ಕುಮಾರಸ್ವಾಮಿ ರವರೆಗೆ ಜೆಡಿಎಸ್ ಉತ್ತಮ ಸಂಘಟನೆ ಮಾಡಿದೆ.: [562, 388, 657, 416]
lead-kicker: ಜೆಡಿಎಸ್ ರಾಜ್ಯಯುವ ಘಟಕದ ಅಧ್ಯಕ್ಷ ನಿಖಿಲ್ ಕುಮಾರಸ್ವಾಮಿ ಸಲಹೆ: [210, 289, 485, 304]
lead-body2: ಜೆಡಿಎಸ್ ಬ್ಯಾಂಕ್ ನಿರ್ದೇಶಕ ಕುಕ್ಕೂರುದೊಡ್ಡಿ ಜಯರಾಮು, ಗೋವಿಂದಹಳ್ಳಿ ನಾಗರಾಜು, ಬಾಬು, ವರದರಾಜು, ಎಲೆಕೇರಿ ರಾಜು, ಸತೀಶ್, ರಾಜೇಶ್, ಗಂಗೊಡಿ ನಿಂಗೆಗೌಡ, ರಾಜಣ್ಣ, ಗಿರೀಶ್, ಮುನಿರಾಜು ಮತ್ತಿತರರು ಹಾಜರಿದ್ದರು.: [389, 623, 553, 649]
sanghatane-title: ಸಂಘಟನೆ ಬಲಿಷ್ಠಗೊಳಿಸಲು ಪ್ರಾಮಾಣಿಕ ಪ್ರಯತ್ನ: [490, 941, 764, 962]
hemareddy-place: ಬಂಗಾರಪೇಟೆ:: [712, 763, 741, 770]
lead-headline: ಅಭಿವೃದ್ಧಿಗೆ ಕೈ ಜೋಡಿಸಿ: [218, 305, 536, 353]
ambedkar-title-1: ಹಿಂದುಳಿದ ವರ್ಗಕ್ಕೆ ಆರ್ಥಿಕ: [682, 289, 828, 309]
kiru-s3-place: ಹಾರೋಹಳ್ಳಿ:: [28, 567, 55, 574]
magenta-dot-icon: [346, 1418, 355, 1427]
youth-caption: ಸುದ್ದಿಗೋಷ್ಠಿಯಲ್ಲಿ ಜಿಲ್ಲಾ ಯುವ ಘಟಕದ ಅಧ್ಯಕ್ಷ ವಿ.ಪಿ. ಚಂದ್ರಸಾಗರ್ ಮಾತನಾಡಿದರು.: [209, 1086, 392, 1094]
ambedkar-story: [680, 346, 808, 608]
top-rule-1: [429, 65, 430, 285]
logo-emblem-icon: [61, 10, 81, 30]
hemareddy-story: [712, 762, 916, 934]
lead-quote-box: [389, 494, 553, 616]
ambedkar-body: ನಗರದ ಸರ್ಕಾರಿ ಪದವಿಪೂರ್ವ ಕಾಲೇಜಿನಲ್ಲಿ ಡಾ.ಬಿ.ಆರ್.ಅಂಬೇಡ್ಕರ್ ಅವರ 134ನೇ ಜಯಂತಿ ಹಾಗೂ ಡಾ.ಬಾಬು ಜಗಜೀವನ್ ರಾಮ್ ಅವರ 118ನೇ ಜಯಂತಿ ಕಾರ್ಯಕ್ರಮ ನಡೆಯಿತು. ಸಂವಿಧಾನ ರಚನೆ ಮೂಲಕ ಎಲ್ಲಾ ವರ್ಗದ ಜನರಿಗೆ ಸಮಾನ ಅವಕಾಶ ಕಲ್ಪಿಸಿದ ಮಹಾನ್ ನಾಯಕ ಅಂಬೇಡ್ಕರ್. ಹಿಂದುಳಿದ ವರ್ಗಗಳಿಗೆ ಆರ್ಥಿಕ ಶಕ್ತಿ ತುಂಬಿದ ಮಹಾನ್ ಚೇತನ ಅವರು. ಶಿಕ್ಷಣ, ಸಂಘಟನೆ ಹಾಗೂ ಹೋರಾಟದ ಮೂಲಕ ಸಮಾನತೆ ಸಾಧಿಸಬಹುದು ಎಂದು ತೋರಿಸಿಕೊಟ್ಟರು. ವಿದ್ಯಾರ್ಥಿಗಳು ಅವರ ಆದರ್ಶಗಳನ್ನು ಪಾಲಿಸಬೇಕು ಎಂದು ಪ್ರಾಂಶುಪಾಲರು ಮಾತನಾಡಿದರು. ಉಪನ್ಯಾಸಕರು, ಸಿಬ್ಬಂದಿ ಹಾಗೂ ವಿದ್ಯಾರ್ಥಿಗಳು ಉಪಸ್ಥಿತರಿದ್ದರು.: [680, 347, 808, 449]
sanghatane-story: [488, 974, 706, 1112]
kiru-s2-title: ಅಧಿಕಾರ ಸ್ವೀಕಾರ: [60, 394, 124, 408]
constitution-photo: [752, 1184, 916, 1270]
weather: [445, 44, 515, 53]
kiru-s3-title-2: ದುಷ್ಕರ್ಮಿಗಳನ್ನು ಬಂಧಿಸಿ: [40, 547, 136, 561]
cyan-dot-icon: [590, 1418, 599, 1427]
puc-place: ಚನ್ನಪಟ್ಟಣ:: [386, 1185, 410, 1192]
sanghatane-place: ಬಾಗೇಪಲ್ಲಿ:: [488, 975, 511, 982]
kiru-s2-place: ಕನಕಪುರ:: [28, 413, 48, 420]
ambedkar-place: ರಾಮನಗರ:: [680, 347, 704, 354]
kiru-s4-body: ಸಮೀಪದ ಸೊಣ್ಣಶೆಟ್ಟಿಹಳ್ಳಿಯ ಶ್ರೀನಿವಾಸ ದೇವಾಲಯದಲ್ಲಿ ದೇವರ ವಾರ್ಷಿಕೋತ್ಸವ ಹಾಗೂ ಶ್ರೀ ಶ್ರೀನಿವಾಸ ಕಲ್ಯಾಣೋತ್ಸವ ಅದ್ದೂರಿಯಾಗಿ ನಡೆಯಿತು. ಬೆಳಗ್ಗೆಯಿಂದಲೇ ಹೋಮ ಹವನ, ಪೂಜಾ ಕೈಂಕರ್ಯಗಳು ನಡೆದವು. ಗ್ರಾಮಸ್ಥರು ಹಾಗೂ ಭಕ್ತಾದಿಗಳು ಪಾಲ್ಗೊಂಡಿದ್ದರು. ಸಂಜೆ ಉತ್ಸವ ಮೂರ್ತಿಯ ಮೆರವಣಿಗೆ ನಡೆಯಿತು. ಗ್ರಾ.ಪಂ. ಸದಸ್ಯರು, ಮುಖಂಡರಾದ ಎಲ್.ಶ್ರೀನಿವಾಸ್, ಬಿ.ಆರ್.ಪ್ರಕಾಶ್, ಎನ್.ಆರ್.ಸತೀಶ್, ರಾಮಣ್ಣ, ಕೃಷ್ಣಪ್ಪ, ದೊಡ್ಡಯ್ಯ, ರಂಗಸ್ವಾಮಿ, ನಾಗರಾಜು, ಮಹೇಶ್, ಪುಟ್ಟಸ್ವಾಮಿ, ಚಿಕ್ಕಣ್ಣ, ಮರಿಯಪ್ಪ, ಗೋಪಾಲ್, ಶಂಕರ್, ಗಿರೀಶ್, ರವಿ, ಮಂಜುನಾಥ್ ಮತ್ತಿತರರು ಉಪಸ್ಥಿತರಿದ್ದರು.: [28, 779, 196, 852]
sanghatane-top-rule: [484, 938, 917, 939]
magenta-dot-icon: [99, 1418, 108, 1427]
puc-rule: [574, 1128, 575, 1410]
kiru-s1-story: [28, 244, 198, 392]
logo-text: ಹೊಸದಿಗಂತ: [85, 7, 175, 32]
kiru-s2-story: [28, 412, 108, 524]
grant-box-title: ವಿಶೇಷ ಅನುದಾನ: [813, 345, 915, 365]
grant-box-body: ರಾಮನಗರ ಜಿಲ್ಲೆಯ ಪರಿಶಿಷ್ಟ ಜಾತಿ ಮತ್ತು ಪಂಗಡದ ಅಭಿವೃದ್ಧಿಗೆ ವಿಶೇಷ ಅನುದಾನ ನೀಡಲಾಗಿದೆ. ಜಿಲ್ಲೆಯ ಎಲ್ಲಾ ತಾಲೂಕುಗಳಲ್ಲಿ ಅಂಬೇಡ್ಕರ್ ಭವನ ನಿರ್ಮಾಣಕ್ಕೆ ಹಣ ಬಿಡುಗಡೆ ಮಾಡಲಾಗಿದೆ. ಇದರ ಸದುಪಯೋಗ ಪಡೆದುಕೊಳ್ಳಬೇಕು ಎಂದು ಕೆ.ಶೇಷಾದ್ರಿ ತಿಳಿಸಿದರು.: [817, 370, 913, 425]
mobile-body: ಮಕ್ಕಳು ಅನಾವಶ್ಯಕ ಮೊಬೈಲ್ ಬಳಕೆಯಿಂದ ದೂರವಿರಲು ಬೇಸಿಗೆ ಶಿಬಿರಗಳು ಸಹಕಾರಿಯಾಗಿವೆ. ಅಲ್ಲದೆ ಮಕ್ಕಳಲ್ಲಿನ ಪ್ರತಿಭೆ ಹೊರತರಲು ಶಿಬಿರಗಳು ನೆರವಾಗುತ್ತವೆ ಎಂದು ಕನ್ನಡ ಸಾಹಿತ್ಯ ಪರಿಷತ್ ತಾಲೂಕು ಅಧ್ಯಕ್ಷರು ಹೇಳಿದರು. ಪಟ್ಟಣದ ಶಾಲೆಯಲ್ಲಿ ಆಯೋಜಿಸಿದ್ದ ಬೇಸಿಗೆ ಶಿಬಿರ ಉದ್ಘಾಟಿಸಿ ಮಾತನಾಡಿದರು. ಮಕ್ಕಳಿಗೆ ರಜಾ ದಿನಗಳಲ್ಲಿ ಆಟದ ಜೊತೆಗೆ ಪಾಠವನ್ನೂ ಕಲಿಸಬೇಕು. ಚಿತ್ರಕಲೆ, ನೃತ್ಯ, ಸಂಗೀತ, ಕರಕುಶಲ ಕಲೆ ಸೇರಿದಂತೆ ವಿವಿಧ ಚಟುವಟಿಕೆಗಳಲ್ಲಿ ಮಕ್ಕಳನ್ನು ತೊಡಗಿಸಿಕೊಳ್ಳಬೇಕು. ಪೋಷಕರು ಮಕ್ಕಳ ಮೇಲೆ ಹೆಚ್ಚಿನ ಗಮನ ಹರಿಸಬೇಕು ಎಂದರು. ಶಿಬಿರದ ಸಂಚಾಲಕರು ಮಾತನಾಡಿ, ಇಪ್ಪತ್ತು ದಿನಗಳ ಕಾಲ ಶಿಬಿರ ನಡೆಯಲಿದೆ. ಮಕ್ಕಳಿಗೆ ಯೋಗ, ಧ್ಯಾನ, ನಾಟಕ, ಕಥೆ ಹೇಳುವುದು ಹಾಗೂ ವ್ಯಕ್ತಿತ್ವ ವಿಕಸನದ ಬಗ್ಗೆ ತರಬೇತಿ ನೀಡಲಾಗುವುದು ಎಂದು ಹೇಳಿದರು. ಶಿಕ್ಷಕರು, ಪೋಷಕರು ಹಾಗೂ ಮಕ್ಕಳು ಭಾಗವಹಿಸಿದ್ದರು. ಲೋಕೇಶ್, ಶಿವಣ್ಣ, ರಾಮಣ್ಣ, ಶ್ರೀನಿವಾಸ್, ಮಂಜುನಾಥ್, ಕೃಷ್ಣಮೂರ್ತಿ, ನಾಗರತ್ನ ಮತ್ತಿತರರು ಇದ್ದರು.: [488, 763, 699, 846]
cyan-dot-icon: [335, 1418, 344, 1427]
hemareddy-title-2: ಬದುಕು ನಮಗೆ ಮಾದರಿ: [716, 732, 855, 753]
youth-story: [207, 770, 473, 978]
kiru-s1-photo: [28, 158, 198, 240]
